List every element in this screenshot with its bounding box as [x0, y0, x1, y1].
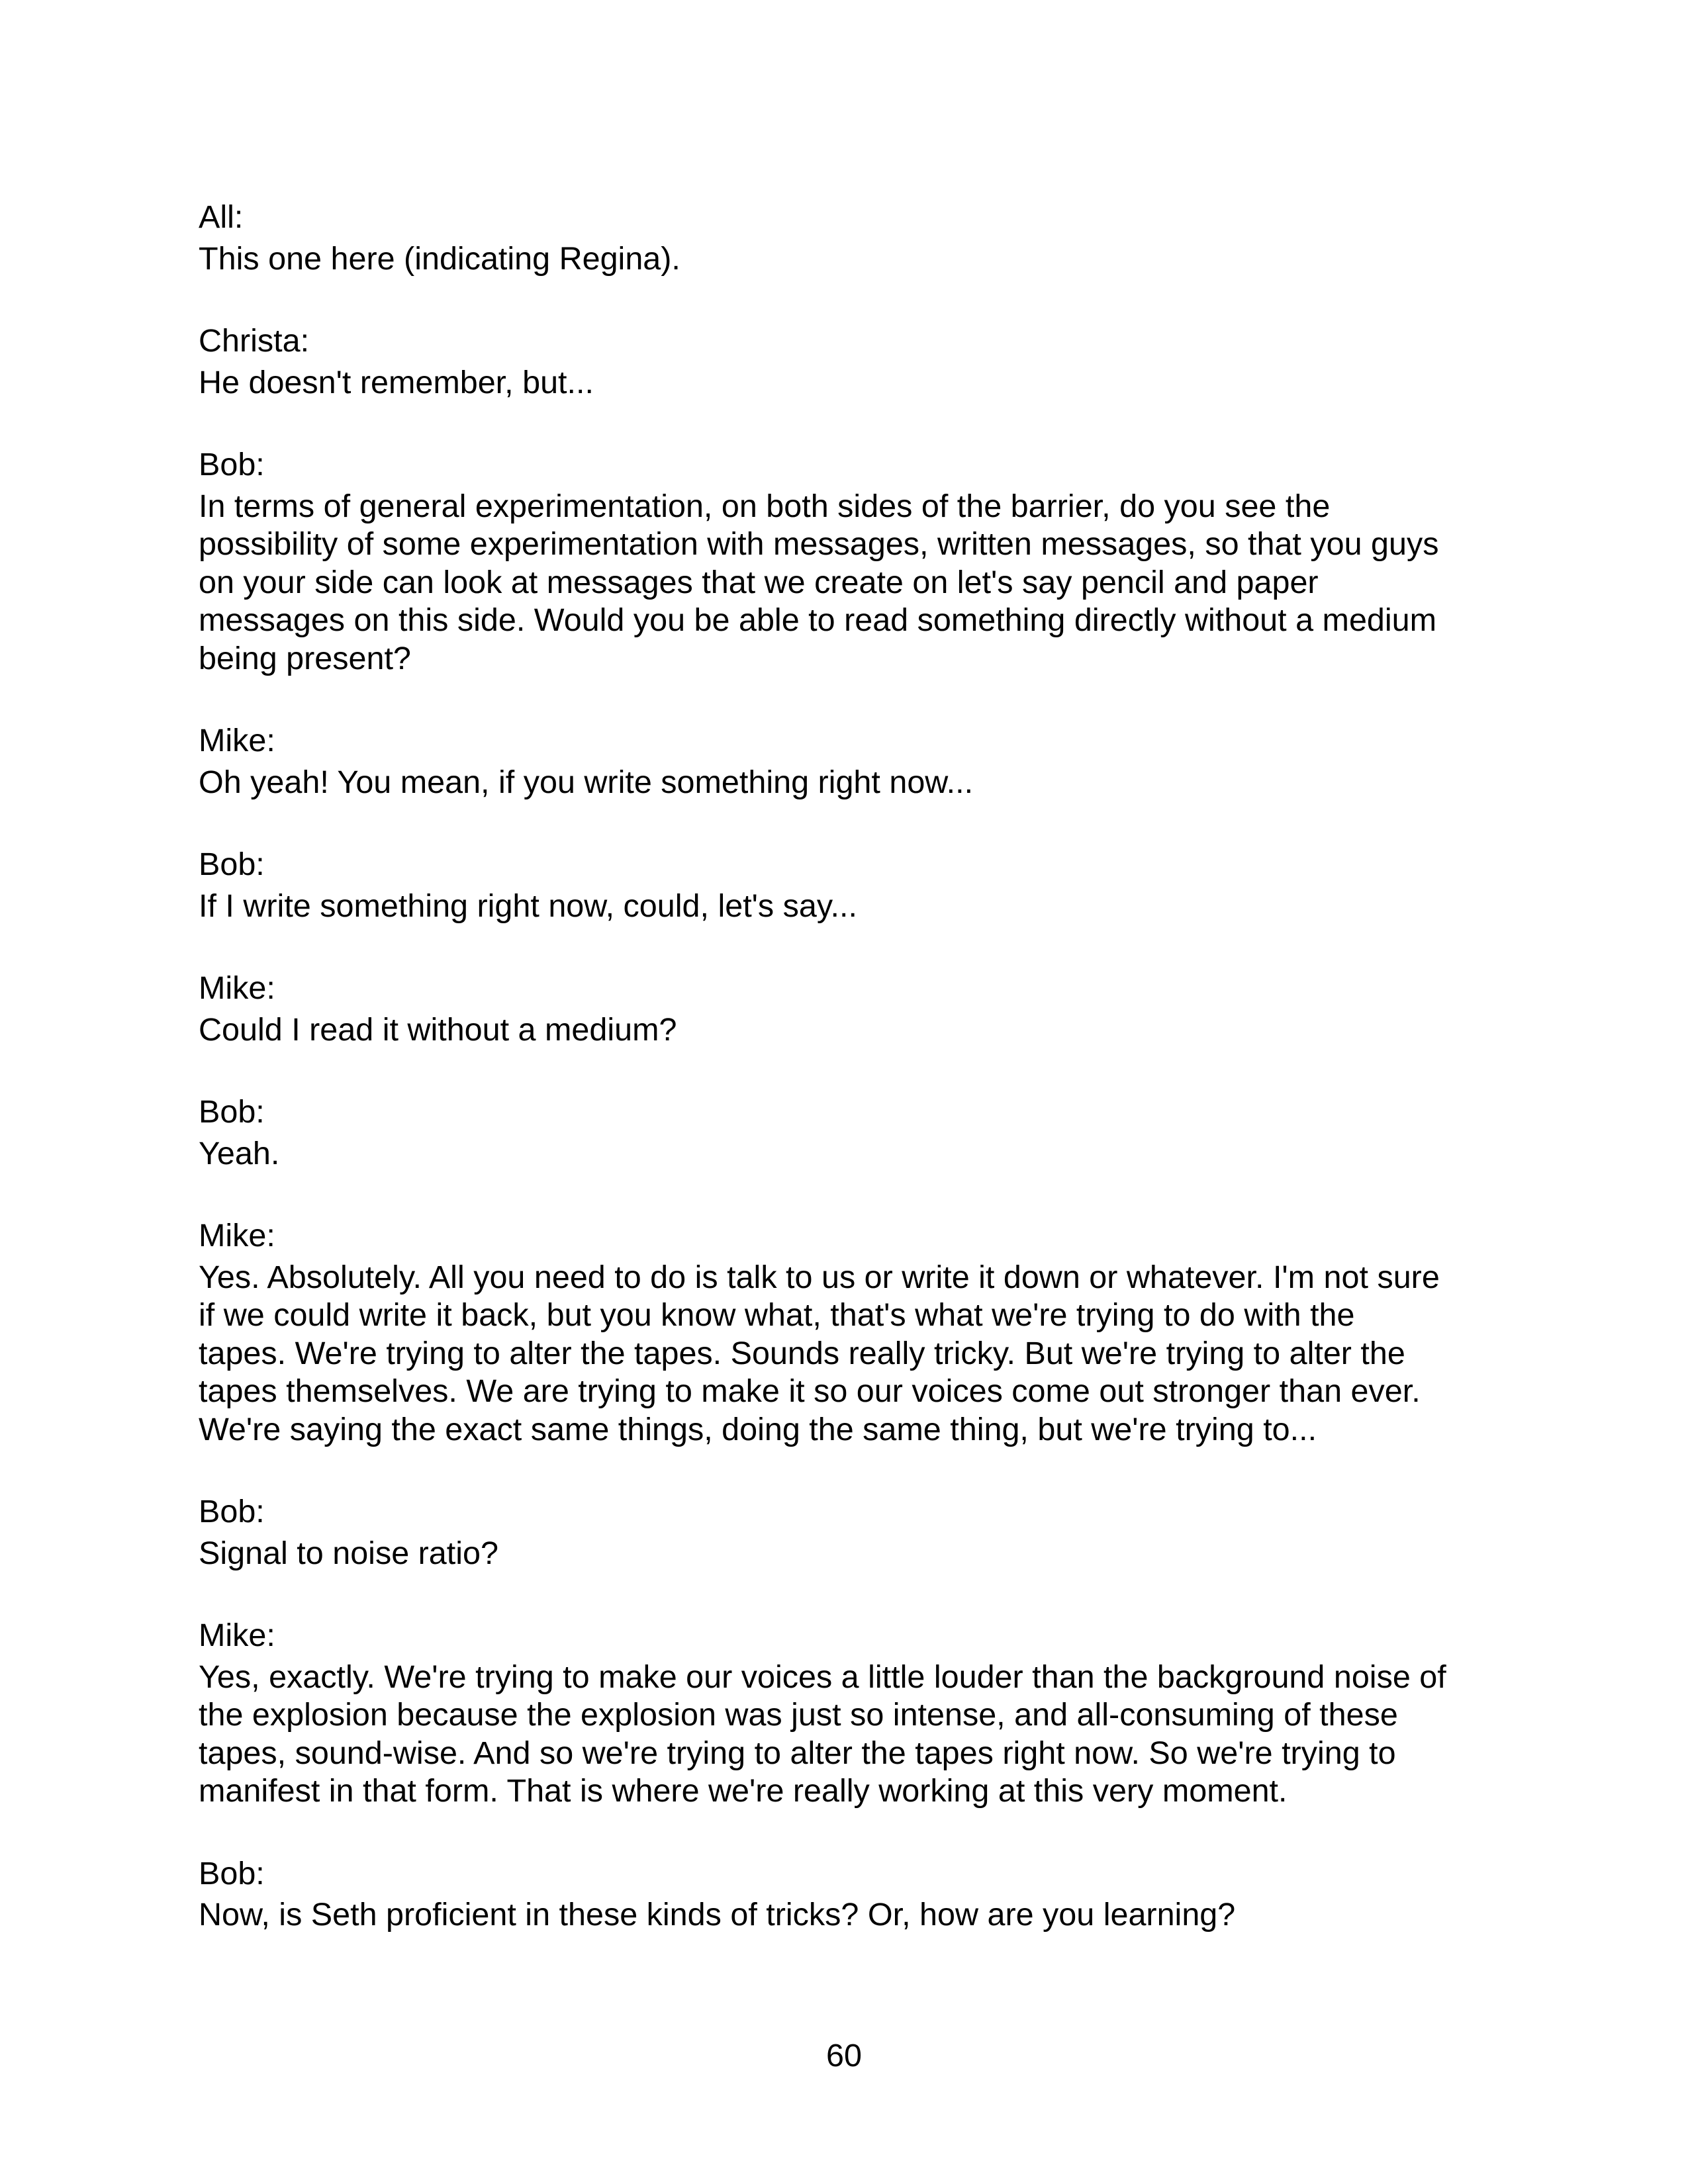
utterance-line: if we could write it back, but you know what, that's what we're trying to do with the	[199, 1297, 1355, 1333]
utterance	[199, 1011, 1496, 1050]
speaker-label: Mike:	[199, 1218, 275, 1253]
dialogue-entry	[199, 846, 1496, 925]
utterance-line: Yes, exactly. We're trying to make our voices a little louder than the background noise of	[199, 1659, 1446, 1695]
utterance-line: Oh yeah! You mean, if you write something right now...	[199, 764, 974, 800]
dialogue-entry	[199, 1093, 1496, 1173]
utterance	[199, 887, 1496, 926]
utterance-line: Signal to noise ratio?	[199, 1535, 498, 1571]
dialogue-entry	[199, 199, 1496, 278]
utterance-line: He doesn't remember, but...	[199, 364, 594, 400]
speaker-label: Bob:	[199, 1855, 265, 1891]
utterance-line: manifest in that form. That is where we're really working at this very moment.	[199, 1773, 1288, 1809]
utterance	[199, 1135, 1496, 1173]
utterance-line: messages on this side. Would you be able to read something directly without a medium	[199, 602, 1437, 638]
utterance	[199, 488, 1496, 678]
utterance-line: This one here (indicating Regina).	[199, 240, 680, 277]
utterance	[199, 1535, 1496, 1573]
dialogue-entry	[199, 722, 1496, 801]
speaker-label: All:	[199, 199, 244, 235]
utterance-line: on your side can look at messages that we create on let's say pencil and paper	[199, 564, 1319, 600]
utterance-line: If I write something right now, could, let's say...	[199, 887, 857, 924]
speaker-label: Mike:	[199, 970, 275, 1006]
dialogue-entry	[199, 1855, 1496, 1934]
utterance-line: tapes, sound-wise. And so we're trying to alter the tapes right now. So we're trying to	[199, 1735, 1396, 1771]
speaker-label: Mike:	[199, 1617, 275, 1653]
utterance	[199, 240, 1496, 279]
dialogue-entry	[199, 1493, 1496, 1572]
utterance-line: being present?	[199, 640, 411, 676]
dialogue-entry	[199, 1617, 1496, 1811]
utterance	[199, 364, 1496, 402]
utterance	[199, 1896, 1496, 1934]
dialogue-entry	[199, 446, 1496, 678]
utterance-line: Could I read it without a medium?	[199, 1011, 677, 1048]
page-number: 60	[826, 2038, 862, 2073]
utterance-line: Yeah.	[199, 1135, 280, 1171]
dialogue-entry	[199, 322, 1496, 402]
transcript	[199, 199, 1496, 1979]
utterance-line: the explosion because the explosion was just so intense, and all-consuming of these	[199, 1697, 1398, 1733]
speaker-label: Mike:	[199, 723, 275, 758]
utterance-line: Now, is Seth proficient in these kinds of tricks? Or, how are you learning?	[199, 1897, 1236, 1933]
utterance-line: possibility of some experimentation with messages, written messages, so that you guys	[199, 526, 1439, 562]
utterance	[199, 1659, 1496, 1811]
utterance	[199, 764, 1496, 802]
utterance-line: We're saying the exact same things, doing the same thing, but we're trying to...	[199, 1411, 1317, 1447]
dialogue-entry	[199, 1217, 1496, 1449]
utterance-line: In terms of general experimentation, on both sides of the barrier, do you see the	[199, 488, 1331, 524]
speaker-label: Bob:	[199, 1094, 265, 1130]
speaker-label: Bob:	[199, 1494, 265, 1529]
utterance	[199, 1259, 1496, 1449]
utterance-line: tapes themselves. We are trying to make it so our voices come out stronger than ever.	[199, 1373, 1421, 1409]
speaker-label: Bob:	[199, 846, 265, 882]
utterance-line: Yes. Absolutely. All you need to do is talk to us or write it down or whatever. I'm not sure	[199, 1259, 1440, 1295]
dialogue-entry	[199, 970, 1496, 1049]
speaker-label: Bob:	[199, 447, 265, 482]
utterance-line: tapes. We're trying to alter the tapes. Sounds really tricky. But we're trying to alter the	[199, 1335, 1405, 1371]
speaker-label: Christa:	[199, 323, 310, 359]
